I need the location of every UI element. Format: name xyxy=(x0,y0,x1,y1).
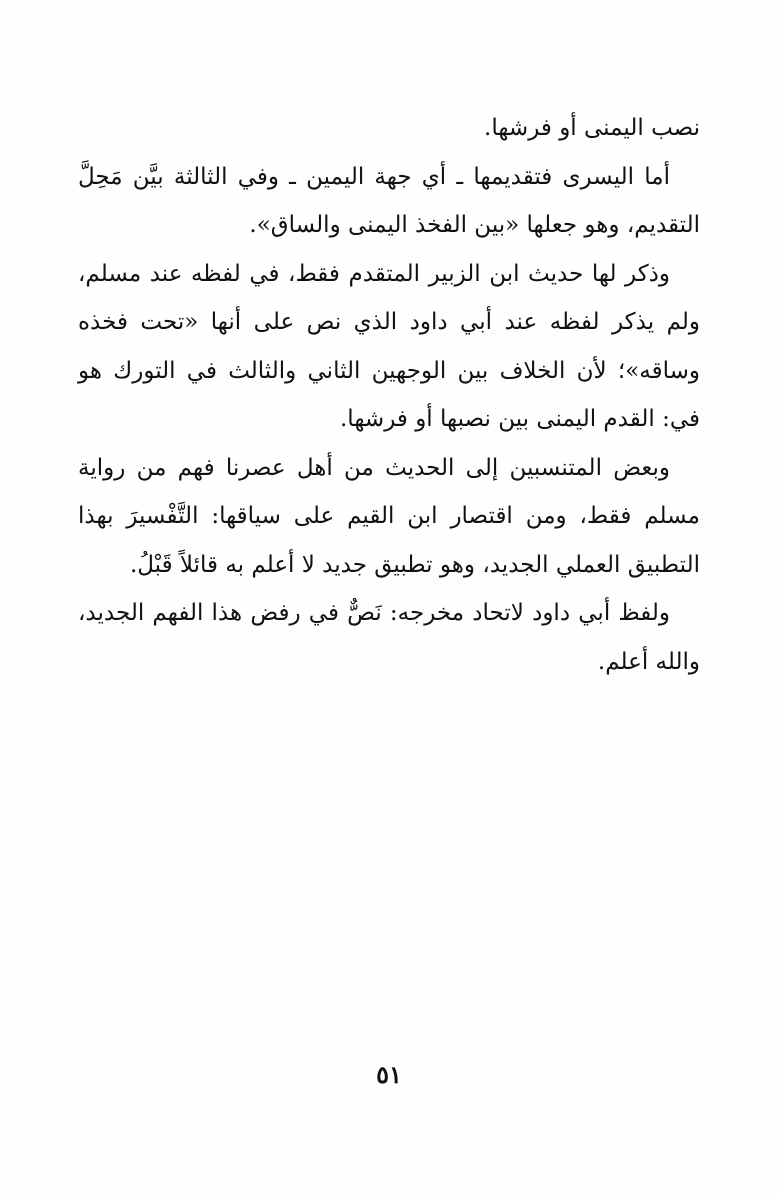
page-number: ٥١ xyxy=(376,1060,402,1089)
paragraph-3: وذكر لها حديث ابن الزبير المتقدم فقط، في لفظه عند مسلم، ولم يذكر لفظه عند أبي داود الذي نص على أنها «تحت فخذه وساقه»؛ لأن الخلاف بين الوجهين الثاني والثالث في التورك هو في: القدم اليمنى بين نصبها أو فرشها. xyxy=(78,260,700,432)
paragraph-4: وبعض المتنسبين إلى الحديث من أهل عصرنا فهم من رواية مسلم فقط، ومن اقتصار ابن القيم على سياقها: التَّفْسيرَ بهذا التطبيق العملي الجديد، وهو تطبيق جديد لا أعلم به قائلاً قَبْلُ. xyxy=(78,454,700,578)
paragraph-1: نصب اليمنى أو فرشها. xyxy=(484,115,700,141)
paragraph-5: ولفظ أبي داود لاتحاد مخرجه: نَصٌّ في رفض هذا الفهم الجديد، والله أعلم. xyxy=(78,600,700,675)
paragraph-2: أما اليسرى فتقديمها ـ أي جهة اليمين ـ وفي الثالثة بيَّن مَحِلَّ التقديم، وهو جعلها «بين الفخذ اليمنى والساق». xyxy=(78,163,700,238)
body-text xyxy=(78,104,700,686)
